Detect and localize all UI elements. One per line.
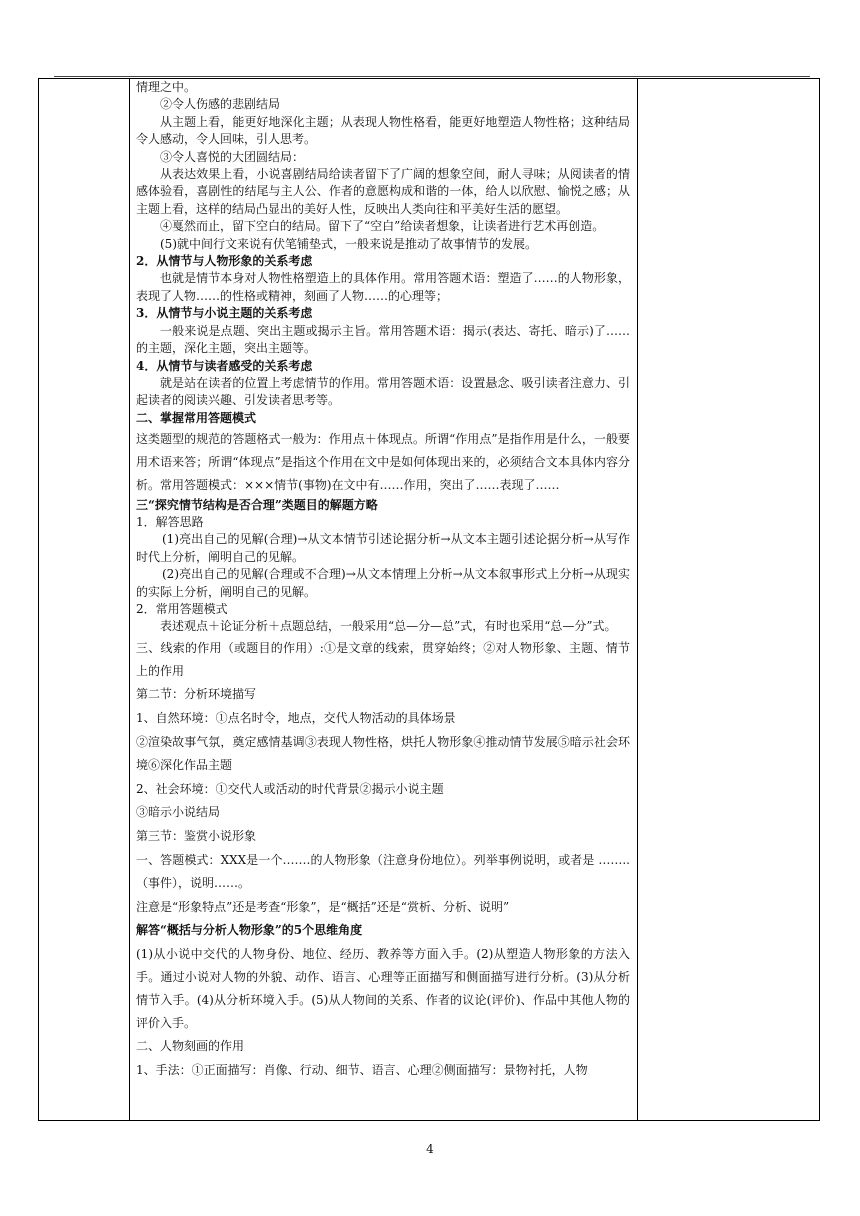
text-line: 也就是情节本身对人物性格塑造上的具体作用。常用答题术语：塑造了……的人物形象，表现了人物……的性格或精神，刻画了人物……的心理等； [136, 271, 630, 303]
text-line: (1)从小说中交代的人物身份、地位、经历、教养等方面入手。(2)从塑造人物形象的方法入手。通过小说对人物的外貌、动作、语言、心理等正面描写和侧面描写进行分析。(3)从分析情节入手。(4)从分析环境入手。(5)从人物间的关系、作者的议论(评价)、作品中其他人物的评价入手。 [136, 947, 630, 1030]
page-number: 4 [426, 1142, 434, 1156]
header-rule [54, 76, 810, 77]
column-divider-right [637, 79, 638, 1120]
text-line: 这类题型的规范的答题格式一般为：作用点＋体现点。所谓“作用点”是指作用是什么，一般要用术语来答；所谓“体现点”是指这个作用在文中是如何体现出来的，必须结合文本具体内容分析。常用答题模式：×××情节(事物)在文中有……作用，突出了……表现了…… [136, 432, 630, 492]
text-line: 1、自然环境：①点名时令，地点，交代人物活动的具体场景 [136, 711, 456, 726]
text-line: 三、线索的作用（或题目的作用）:①是文章的线索，贯穿始终；②对人物形象、主题、情节上的作用 [136, 640, 630, 678]
section-heading: 解答“概括与分析人物形象”的5个思维角度 [136, 923, 363, 938]
text-line: 从表达效果上看，小说喜剧结局给读者留下了广阔的想象空间，耐人寻味；从阅读者的情感体验看，喜剧性的结尾与主人公、作者的意愿构成和谐的一体，给人以欣慰、愉悦之感；从主题上看，这样的结局凸显出的美好人性，反映出人类向往和平美好生活的愿望。 [136, 167, 630, 216]
text-line: ②令人伤感的悲剧结局 [160, 97, 281, 112]
text-line: 注意是“形象特点”还是考查“形象”，是“概括”还是“赏析、分析、说明” [136, 899, 510, 914]
text-line: 1．解答思路 [136, 514, 204, 529]
text-line: 从主题上看，能更好地深化主题；从表现人物性格看，能更好地塑造人物性格；这种结局令人感动，令人回味，引人思考。 [136, 114, 630, 147]
section-heading: 4．从情节与读者感受的关系考虑 [136, 358, 313, 373]
text-line: ②渲染故事气氛，奠定感情基调③表现人物性格，烘托人物形象④推动情节发展⑤暗示社会环境⑥深化作品主题 [136, 734, 630, 772]
section-heading: 二、掌握常用答题模式 [136, 410, 257, 425]
text-line: 第二节：分析环境描写 [136, 687, 257, 702]
text-line: 就是站在读者的位置上考虑情节的作用。常用答题术语：设置悬念、吸引读者注意力、引起读者的阅读兴趣、引发读者思考等。 [136, 375, 630, 408]
main-content-cell [136, 79, 630, 1082]
text-line: 2、社会环境：①交代人或活动的时代背景②揭示小说主题 [136, 781, 444, 796]
section-heading: 3．从情节与小说主题的关系考虑 [136, 306, 313, 321]
section-heading: 三“探究情节结构是否合理”类题目的解题方略 [136, 497, 378, 512]
text-line: 2．常用答题模式 [136, 601, 228, 616]
text-line: 第三节：鉴赏小说形象 [136, 829, 257, 844]
text-line: 表述观点＋论证分析＋点题总结，一般采用“总—分—总”式，有时也采用“总—分”式。 [160, 619, 617, 634]
text-line: 二、人物刻画的作用 [136, 1039, 245, 1054]
text-line: ③暗示小说结局 [136, 805, 221, 820]
text-line: ③令人喜悦的大团圆结局： [160, 149, 305, 164]
text-line: (1)亮出自己的见解(合理)→从文本情节引述论据分析→从文本主题引述论据分析→从写作时代上分析，阐明自己的见解。 [136, 532, 630, 564]
text-line: 情理之中。 [136, 80, 197, 94]
text-line: (5)就中间行文来说有伏笔铺垫式，一般来说是推动了故事情节的发展。 [160, 236, 538, 251]
text-line: 1、手法：①正面描写：肖像、行动、细节、语言、心理②侧面描写：景物衬托，人物 [136, 1063, 588, 1078]
section-heading: 2．从情节与人物形象的关系考虑 [136, 254, 313, 269]
column-divider-left [129, 79, 130, 1120]
text-line: 一般来说是点题、突出主题或揭示主旨。常用答题术语：揭示(表达、寄托、暗示)了……的主题，深化主题，突出主题等。 [136, 323, 630, 356]
text-line: (2)亮出自己的见解(合理或不合理)→从文本情理上分析→从文本叙事形式上分析→从现实的实际上分析，阐明自己的见解。 [136, 567, 630, 599]
text-line: 一、答题模式：XXX是一个…….的人物形象（注意身份地位）。列举事例说明，或者是 ……..（事件），说明……。 [136, 852, 630, 890]
text-line: ④戛然而止，留下空白的结局。留下了“空白”给读者想象，让读者进行艺术再创造。 [160, 219, 605, 234]
